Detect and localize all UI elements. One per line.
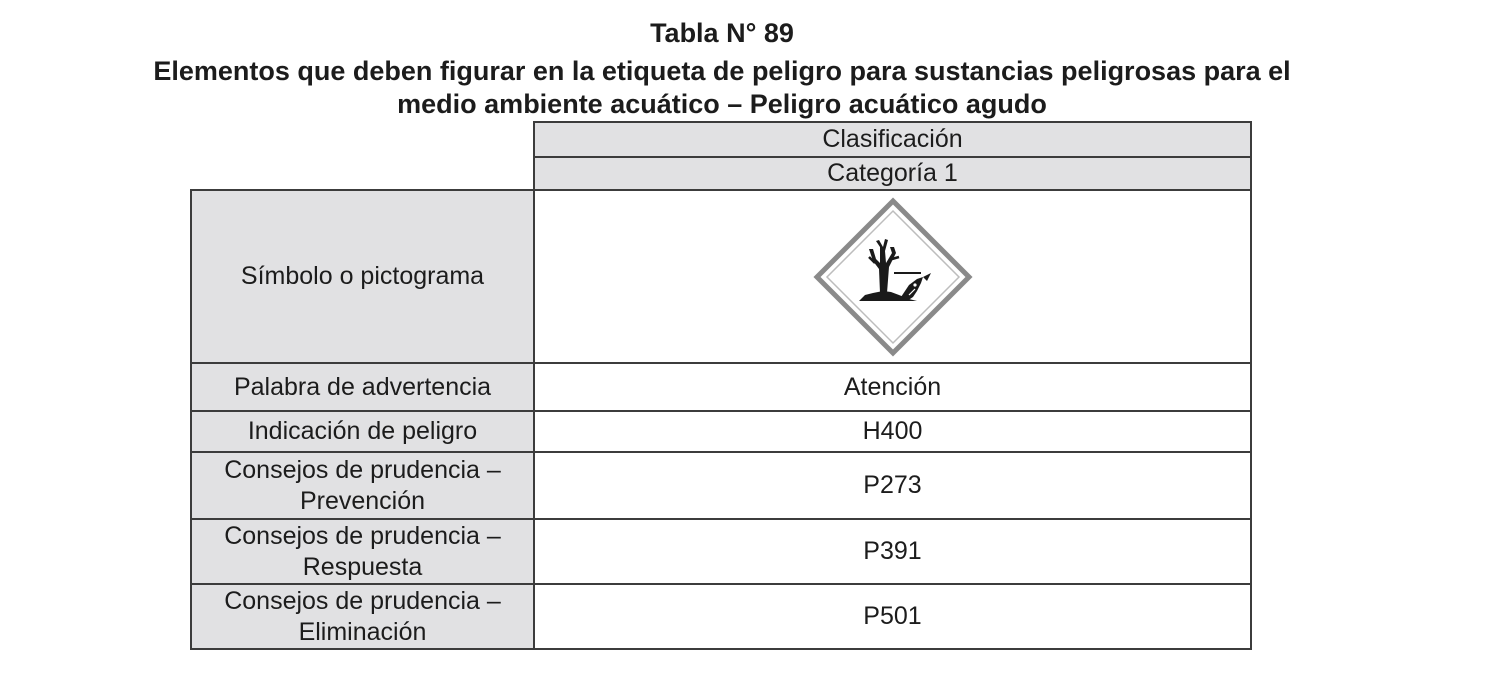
table-caption-line-1: Elementos que deben figurar en la etiqueta de peligro para sustancias peligrosas para el	[153, 56, 1291, 86]
row-label-response	[190, 518, 535, 585]
disposal-value-cell	[533, 583, 1252, 650]
row-label-prevention	[190, 451, 535, 520]
hazard-statement-value: H400	[862, 417, 923, 445]
environment-hazard-icon	[813, 197, 973, 357]
signal-word-value-cell	[533, 362, 1252, 412]
row-label-disposal	[190, 583, 535, 650]
response-value-cell	[533, 518, 1252, 585]
category-header-text: Categoría 1	[827, 159, 958, 187]
table-caption-line-2: medio ambiente acuático – Peligro acuático agudo	[397, 89, 1047, 119]
response-value: P391	[863, 537, 922, 565]
classification-header-text: Clasificación	[822, 125, 963, 153]
hazard-statement-value-cell	[533, 410, 1252, 453]
row-label-pictogram	[190, 189, 535, 364]
table-number-title: Tabla N° 89	[650, 18, 794, 48]
row-label-text: Símbolo o pictograma	[240, 262, 485, 290]
classification-header	[533, 121, 1252, 158]
category-header	[533, 156, 1252, 191]
row-label-text-line2: Eliminación	[298, 617, 427, 646]
pictogram-cell	[533, 189, 1252, 364]
row-label-text-line2: Respuesta	[302, 552, 423, 581]
prevention-value: P273	[863, 471, 922, 499]
row-label-text-line2: Prevención	[299, 486, 426, 515]
row-label-signal-word	[190, 362, 535, 412]
row-label-text-line1: Consejos de prudencia –	[224, 586, 501, 615]
row-label-text-line1: Consejos de prudencia –	[224, 521, 501, 550]
prevention-value-cell	[533, 451, 1252, 520]
row-label-text: Indicación de peligro	[247, 417, 478, 445]
row-label-text-line1: Consejos de prudencia –	[224, 455, 501, 484]
disposal-value: P501	[863, 602, 922, 630]
row-label-hazard-statement	[190, 410, 535, 453]
row-label-text: Palabra de advertencia	[233, 372, 492, 401]
signal-word-value: Atención	[843, 372, 942, 401]
